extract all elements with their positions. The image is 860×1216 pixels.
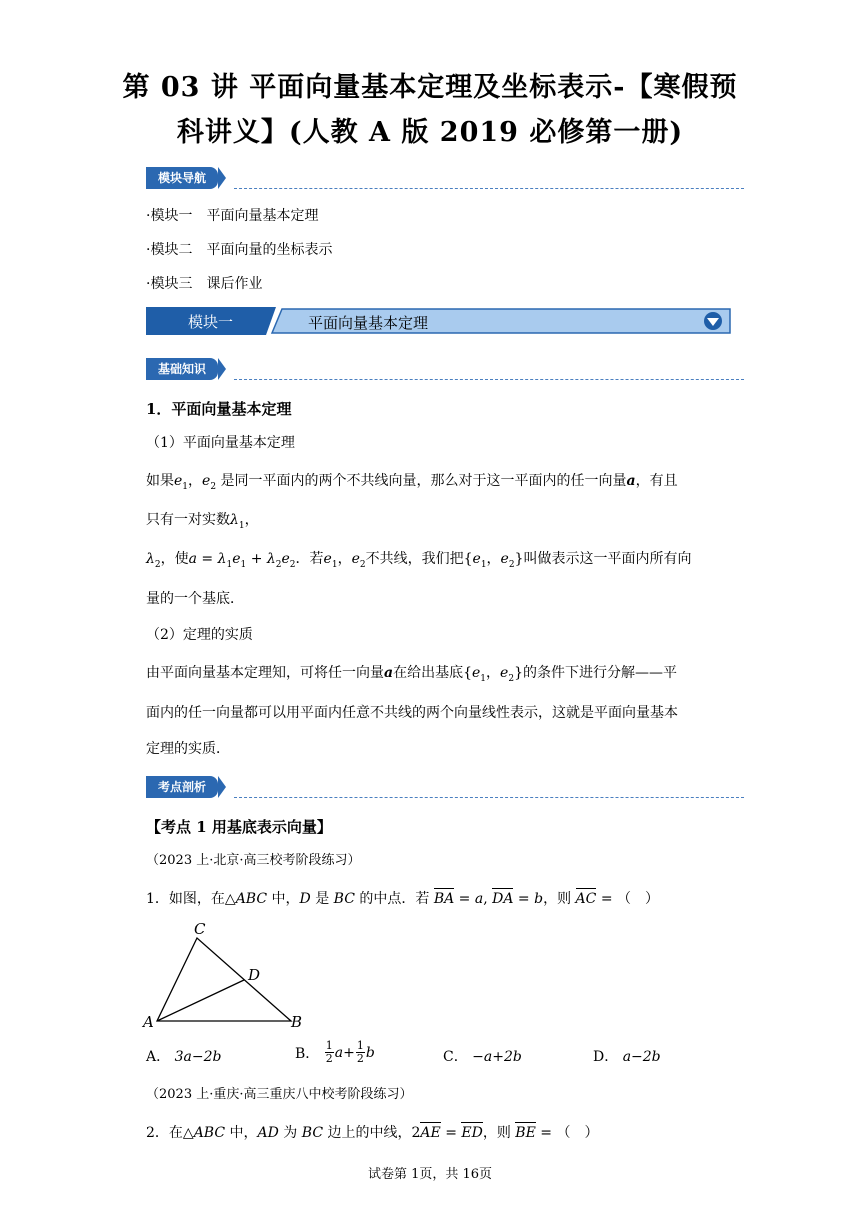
basic-knowledge-tag: 基础知识 bbox=[146, 358, 218, 380]
module-label: 模块一 bbox=[188, 313, 234, 331]
paragraph-line: $\lambda_2$，使$a = \lambda_1e_1 + \lambda_2e_2$．若$e_1$，$e_2$不共线，我们把{$e_1$，$e_2$}叫做表示这一平面内所有向 bbox=[146, 551, 692, 570]
nav-item-3: ·模块三 课后作业 bbox=[146, 276, 263, 292]
module-topic: 平面向量基本定理 bbox=[308, 314, 429, 332]
label-D: D bbox=[248, 966, 261, 984]
nav-item-2: ·模块二 平面向量的坐标表示 bbox=[146, 242, 333, 258]
question-1: 1．如图，在△ABC 中，D 是 BC 的中点．若 BA = a, DA = b，则 AC = （ ） bbox=[146, 891, 660, 907]
divider bbox=[234, 379, 744, 380]
kaodian-heading: 【考点 1 用基底表示向量】 bbox=[146, 818, 332, 836]
label-B: B bbox=[291, 1013, 303, 1031]
paragraph-line: 面内的任一向量都可以用平面内任意不共线的两个向量线性表示，这就是平面向量基本 bbox=[146, 705, 678, 721]
divider bbox=[234, 188, 744, 189]
page-title-line-1: 第 03 讲 平面向量基本定理及坐标表示-【寒假预 bbox=[122, 72, 738, 103]
paragraph-line: 只有一对实数$\lambda_1$， bbox=[146, 512, 259, 531]
nav-tag: 模块导航 bbox=[146, 167, 218, 189]
source-note: （2023 上·北京·高三校考阶段练习） bbox=[146, 853, 361, 868]
option-c: C． −a+2b bbox=[443, 1049, 522, 1065]
subheading-2: （2）定理的实质 bbox=[146, 627, 253, 643]
paragraph-line: 量的一个基底． bbox=[146, 591, 244, 607]
option-a: A． 3a−2b bbox=[146, 1049, 222, 1065]
source-note: （2023 上·重庆·高三重庆八中校考阶段练习） bbox=[146, 1087, 413, 1102]
question-2: 2．在△ABC 中，AD 为 BC 边上的中线，2AE = ED，则 BE = （ ） bbox=[146, 1125, 599, 1141]
option-d: D． a−2b bbox=[593, 1049, 661, 1065]
page-footer: 试卷第 1页，共 16页 bbox=[367, 1167, 493, 1182]
nav-item-1: ·模块一 平面向量基本定理 bbox=[146, 208, 319, 224]
label-A: A bbox=[143, 1013, 154, 1031]
section-heading: 1．平面向量基本定理 bbox=[146, 400, 292, 418]
analysis-tag: 考点剖析 bbox=[146, 776, 218, 798]
module-banner bbox=[146, 307, 731, 335]
option-b: B． $\frac{1}{2}$ a + $\frac{1}{2}$ b bbox=[295, 1039, 375, 1065]
divider bbox=[234, 797, 744, 798]
paragraph-line: 由平面向量基本定理知，可将任一向量a在给出基底{$e_1$，$e_2$}的条件下进行分解——平 bbox=[146, 665, 677, 684]
page-title-line-2: 科讲义】(人教 A 版 2019 必修第一册) bbox=[176, 117, 684, 148]
label-C: C bbox=[194, 920, 206, 938]
subheading-1: （1）平面向量基本定理 bbox=[146, 435, 295, 451]
paragraph-line: 定理的实质． bbox=[146, 741, 230, 757]
paragraph-line: 如果$e_1$，$e_2$ 是同一平面内的两个不共线向量，那么对于这一平面内的任一向量a，有且 bbox=[146, 473, 678, 492]
